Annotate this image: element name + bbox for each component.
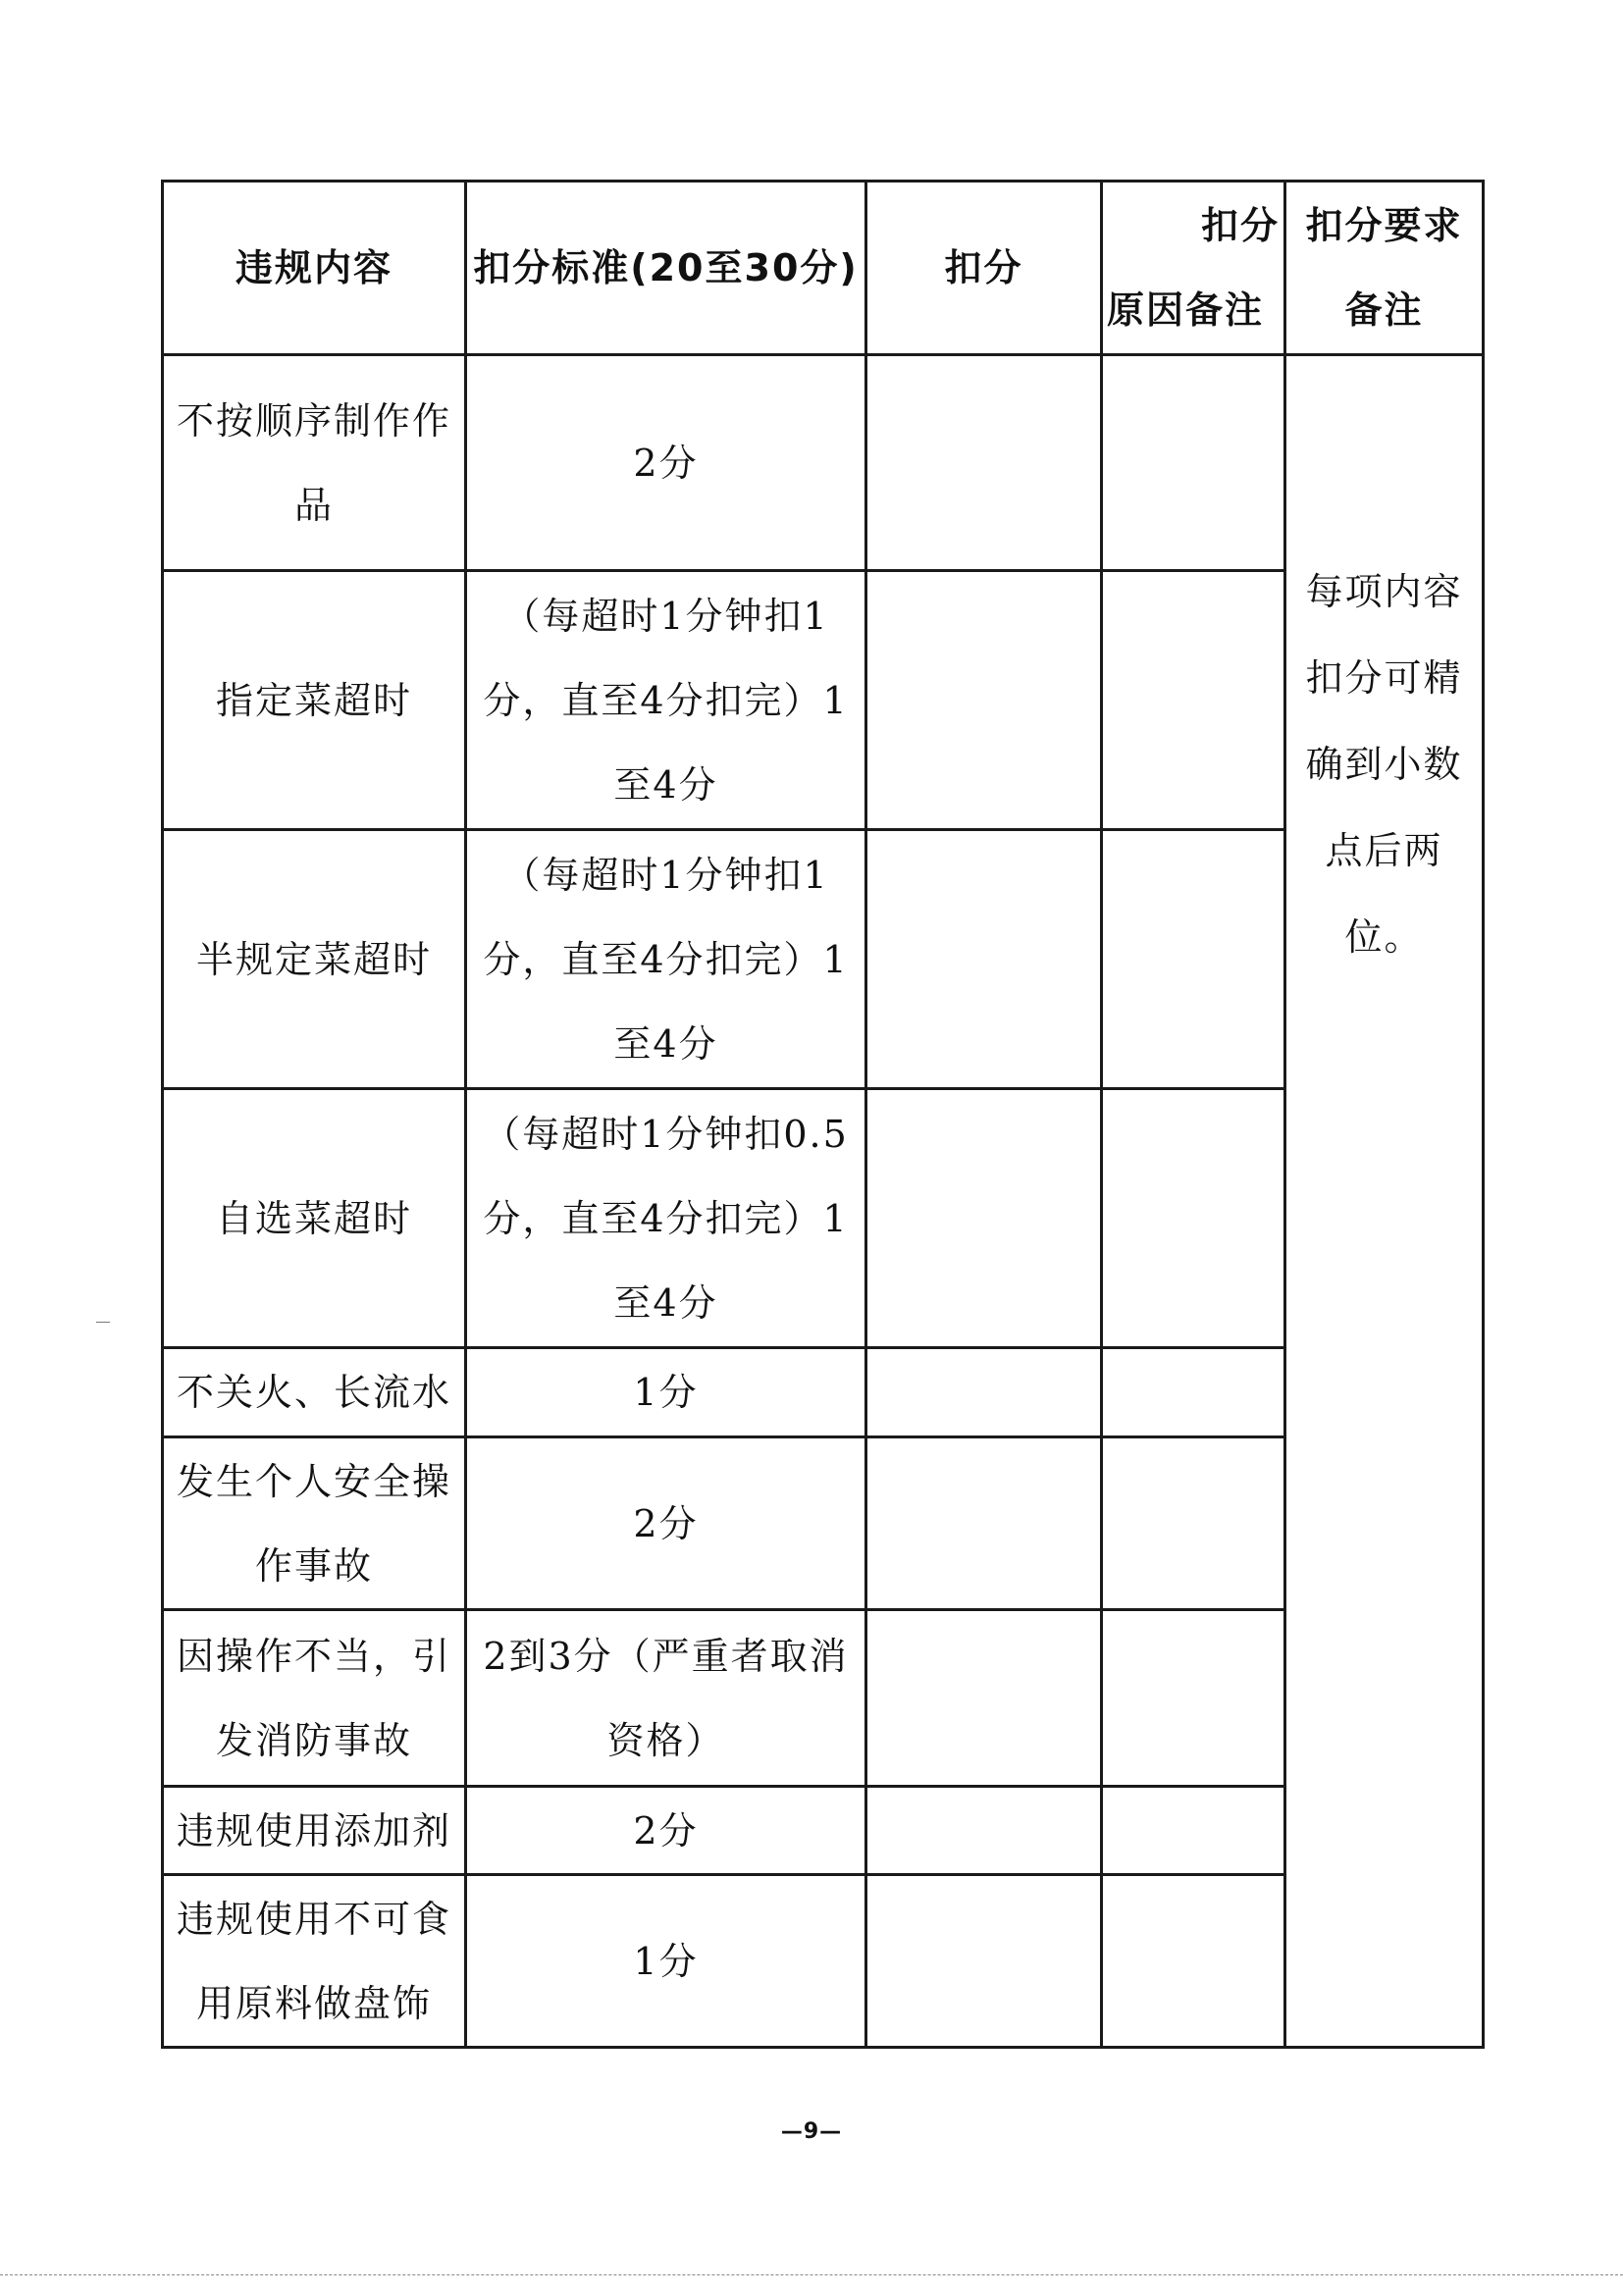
header-requirement-line2: 备注 — [1344, 288, 1424, 332]
header-requirement — [1285, 182, 1484, 355]
scan-edge-divider — [0, 2274, 1623, 2275]
row-standard: 2到3分（严重者取消资格） — [466, 1610, 866, 1787]
row-deduction-cell[interactable] — [866, 830, 1102, 1089]
row-standard: 1分 — [466, 1875, 866, 2048]
row-deduction-cell[interactable] — [866, 571, 1102, 830]
row-standard: （每超时1分钟扣1分，直至4分扣完）1至4分 — [466, 571, 866, 830]
row-deduction-cell[interactable] — [866, 1089, 1102, 1348]
row-deduction-cell[interactable] — [866, 355, 1102, 571]
deduction-table — [161, 180, 1485, 2049]
header-reason — [1102, 182, 1285, 355]
row-deduction-cell[interactable] — [866, 1437, 1102, 1610]
row-content: 自选菜超时 — [163, 1089, 466, 1348]
header-reason-line1: 扣分 — [1200, 204, 1280, 247]
row-standard: （每超时1分钟扣0.5分，直至4分扣完）1至4分 — [466, 1089, 866, 1348]
header-content: 违规内容 — [163, 182, 466, 355]
row-standard: 2分 — [466, 1787, 866, 1875]
row-deduction-cell[interactable] — [866, 1348, 1102, 1437]
row-deduction-cell[interactable] — [866, 1875, 1102, 2048]
table-row — [163, 355, 1484, 571]
row-deduction-cell[interactable] — [866, 1787, 1102, 1875]
row-content: 不按顺序制作作品 — [163, 355, 466, 571]
row-reason-cell[interactable] — [1102, 1437, 1285, 1610]
row-content: 半规定菜超时 — [163, 830, 466, 1089]
requirement-note: 每项内容扣分可精确到小数点后两位。 — [1285, 355, 1484, 2048]
header-row — [163, 182, 1484, 355]
header-reason-line2: 原因备注 — [1107, 288, 1265, 332]
row-content: 指定菜超时 — [163, 571, 466, 830]
row-deduction-cell[interactable] — [866, 1610, 1102, 1787]
row-reason-cell[interactable] — [1102, 1610, 1285, 1787]
row-reason-cell[interactable] — [1102, 1875, 1285, 2048]
row-reason-cell[interactable] — [1102, 1089, 1285, 1348]
row-standard: 1分 — [466, 1348, 866, 1437]
row-standard: 2分 — [466, 1437, 866, 1610]
page-number: —9— — [780, 2119, 843, 2144]
row-reason-cell[interactable] — [1102, 1348, 1285, 1437]
row-content: 违规使用添加剂 — [163, 1787, 466, 1875]
row-content: 因操作不当，引发消防事故 — [163, 1610, 466, 1787]
header-requirement-line1: 扣分要求 — [1305, 204, 1463, 247]
row-reason-cell[interactable] — [1102, 830, 1285, 1089]
row-content: 发生个人安全操作事故 — [163, 1437, 466, 1610]
row-content: 不关火、长流水 — [163, 1348, 466, 1437]
header-deduction: 扣分 — [866, 182, 1102, 355]
row-content: 违规使用不可食用原料做盘饰 — [163, 1875, 466, 2048]
row-reason-cell[interactable] — [1102, 571, 1285, 830]
row-reason-cell[interactable] — [1102, 355, 1285, 571]
scan-mark — [96, 1322, 110, 1323]
row-standard: （每超时1分钟扣1分，直至4分扣完）1至4分 — [466, 830, 866, 1089]
row-standard: 2分 — [466, 355, 866, 571]
header-standard: 扣分标准(20至30分) — [466, 182, 866, 355]
row-reason-cell[interactable] — [1102, 1787, 1285, 1875]
